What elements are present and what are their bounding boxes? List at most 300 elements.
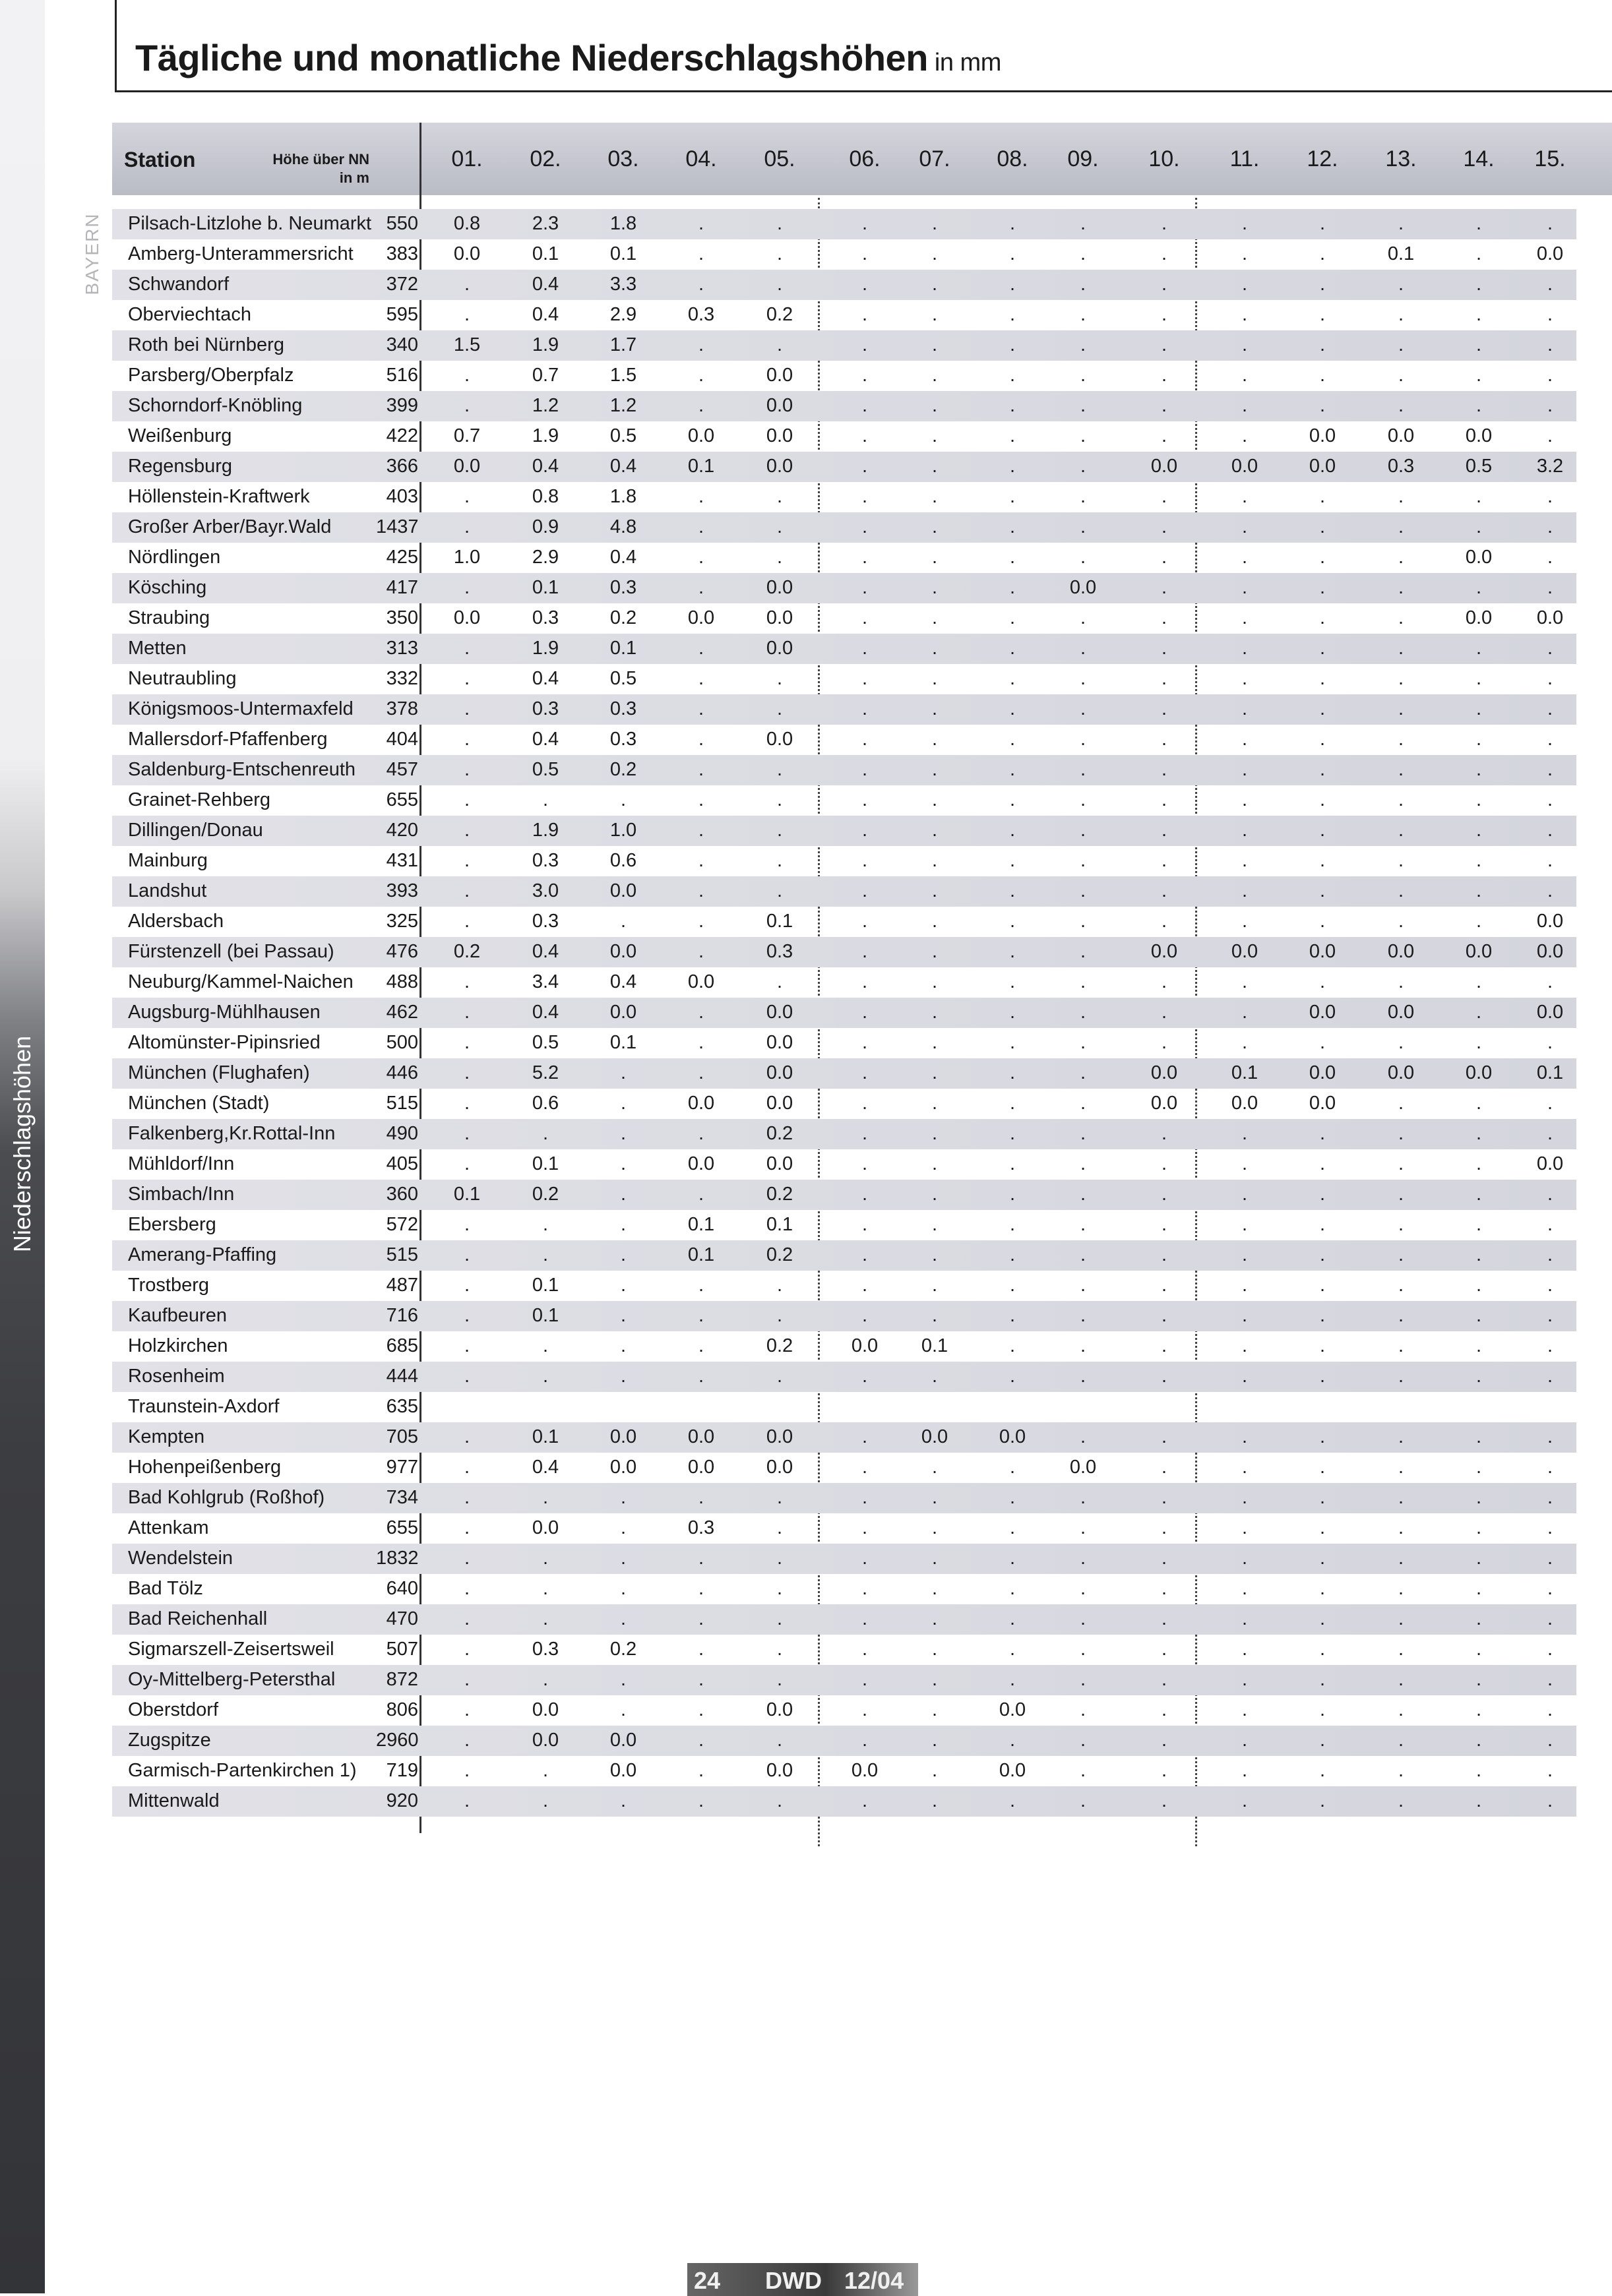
precip-value: . [1398,1366,1404,1387]
station-height: 457 [386,759,418,780]
precip-value: . [1161,789,1167,810]
precip-value: . [861,729,868,750]
precip-value: . [1009,1062,1016,1083]
station-height: 515 [386,1244,418,1265]
station-name: Mainburg [128,850,208,871]
precip-value: . [1475,820,1482,841]
precip-value: . [1161,1608,1167,1629]
station-height: 806 [386,1699,418,1720]
precip-value: 0.0 [687,1153,715,1174]
precip-value: . [698,698,704,719]
precip-value: . [1161,1244,1167,1265]
precip-value: . [861,820,868,841]
station-name: Hohenpeißenberg [128,1457,282,1478]
precip-value: . [1241,1244,1248,1265]
precip-value: . [542,1669,549,1690]
precip-value: . [1080,425,1086,446]
precip-value: . [1080,607,1086,628]
precip-value: 0.1 [921,1335,948,1356]
precip-value: . [620,1305,627,1326]
precip-value: . [1319,395,1326,416]
precip-value: 0.0 [999,1699,1026,1720]
precip-value: 0.1 [687,456,715,477]
station-height: 734 [386,1487,418,1508]
precip-value: . [1547,1093,1553,1114]
table-row [112,209,1576,239]
precip-value: . [861,274,868,295]
precip-value: . [861,334,868,355]
precip-value: . [1161,516,1167,537]
precip-value: . [620,789,627,810]
precip-value: . [698,516,704,537]
precip-value: . [1475,1669,1482,1690]
precip-value: . [1080,759,1086,780]
precip-value: . [931,698,938,719]
table-row [112,967,1576,998]
precip-value: 0.0 [1465,941,1493,962]
precip-value: . [1161,880,1167,901]
precip-value: . [861,1244,868,1265]
precip-value: . [620,1517,627,1538]
precip-value: . [1241,698,1248,719]
precip-value: . [1398,698,1404,719]
precip-value: . [542,1487,549,1508]
precip-value: . [931,1366,938,1387]
precip-value: . [464,1790,470,1811]
precip-value: . [1009,213,1016,234]
header-day: 12. [1307,146,1338,171]
precip-value: . [1319,971,1326,992]
precip-value: 0.3 [687,304,715,325]
station-name: Neutraubling [128,668,237,689]
precip-value: . [698,941,704,962]
precip-value: . [861,759,868,780]
precip-value: . [698,365,704,386]
precip-value: . [1547,1366,1553,1387]
precip-value: . [542,1366,549,1387]
precip-value: . [1009,1487,1016,1508]
table-row [112,816,1576,846]
precip-value: . [1161,1032,1167,1053]
precip-value: . [464,365,470,386]
station-name: Kempten [128,1426,205,1447]
precip-value: 0.0 [687,607,715,628]
precip-value: . [1547,1730,1553,1751]
precip-value: . [1547,1457,1553,1478]
precip-value: . [861,1093,868,1114]
precip-value: 0.5 [609,668,637,689]
precip-value: 0.0 [687,425,715,446]
precip-value: . [464,1457,470,1478]
station-name: Parsberg/Oberpfalz [128,365,294,386]
footer-issue: 12/04 [844,2267,904,2294]
precip-value: . [1547,1669,1553,1690]
precip-value: 0.2 [766,1184,793,1205]
precip-value: . [1009,1548,1016,1569]
precip-value: . [931,304,938,325]
table-row [112,1119,1576,1149]
precip-value: 0.1 [766,911,793,932]
header-day: 15. [1534,146,1566,171]
precip-value: . [1398,1426,1404,1447]
precip-value: 0.0 [687,971,715,992]
precip-value: . [542,1214,549,1235]
precip-value: 0.0 [1387,1062,1415,1083]
table-row [112,1301,1576,1331]
precip-value: . [1475,1548,1482,1569]
precip-value: . [464,668,470,689]
precip-value: . [1398,1275,1404,1296]
precip-value: . [1319,1426,1326,1447]
precip-value: . [1475,1366,1482,1387]
precip-value: . [1161,1305,1167,1326]
precip-value: . [931,911,938,932]
precip-value: 0.1 [532,1305,559,1326]
table-row [112,846,1576,876]
precip-value: 0.1 [609,638,637,659]
precip-value: . [1319,365,1326,386]
precip-value: 0.0 [687,1426,715,1447]
precip-value: . [931,577,938,598]
table-row [112,1331,1576,1362]
precip-value: . [1547,395,1553,416]
precip-value: 0.4 [532,1457,559,1478]
precip-value: . [1475,1275,1482,1296]
precip-value: . [1547,759,1553,780]
precip-value: . [698,1335,704,1356]
precip-value: . [1319,334,1326,355]
station-height: 403 [386,486,418,507]
precip-value: 0.6 [609,850,637,871]
precip-value: . [861,1153,868,1174]
precip-value: . [861,1214,868,1235]
precip-value: . [861,941,868,962]
precip-value: . [931,486,938,507]
precip-value: . [1241,547,1248,568]
precip-value: . [1241,425,1248,446]
precip-value: . [1241,1699,1248,1720]
precip-value: . [1161,729,1167,750]
precip-value: . [1547,1214,1553,1235]
precip-value: 0.4 [609,971,637,992]
precip-value: 0.1 [687,1244,715,1265]
precip-value: . [861,516,868,537]
precip-value: 0.0 [609,1730,637,1751]
precip-value: . [931,1002,938,1023]
station-name: Amerang-Pfaffing [128,1244,277,1265]
table-row [112,998,1576,1028]
precip-value: 0.0 [766,1093,793,1114]
station-name: Falkenberg,Kr.Rottal-Inn [128,1123,336,1144]
precip-value: . [1009,395,1016,416]
header-day: 09. [1067,146,1099,171]
precip-value: . [1319,1123,1326,1144]
precip-value: . [931,1578,938,1599]
precip-value: 0.0 [453,243,481,264]
precip-value: . [1475,1244,1482,1265]
station-height: 685 [386,1335,418,1356]
precip-value: . [861,971,868,992]
precip-value: . [861,577,868,598]
precip-value: . [1080,1123,1086,1144]
precip-value: . [464,1093,470,1114]
precip-value: . [1319,243,1326,264]
precip-value: . [1547,486,1553,507]
precip-value: . [1398,1639,1404,1660]
station-name: Grainet-Rehberg [128,789,270,810]
precip-value: . [1319,668,1326,689]
precip-value: . [1398,1760,1404,1781]
precip-value: 0.4 [532,941,559,962]
station-name: Königsmoos-Untermaxfeld [128,698,354,719]
precip-value: . [1161,1790,1167,1811]
precip-value: . [1547,1184,1553,1205]
header-day: 01. [451,146,483,171]
precip-value: . [1080,304,1086,325]
precip-value: . [1475,334,1482,355]
precip-value: . [1161,1366,1167,1387]
side-label: Niederschlagshöhen [9,1035,36,1253]
precip-value: . [861,1305,868,1326]
precip-value: . [1547,547,1553,568]
precip-value: . [776,971,783,992]
precip-value: . [1241,1002,1248,1023]
precip-value: . [620,1669,627,1690]
station-name: Ebersberg [128,1214,216,1235]
table-row [112,1210,1576,1240]
station-height: 470 [386,1608,418,1629]
precip-value: . [776,1669,783,1690]
precip-value: . [1475,1578,1482,1599]
precip-value: . [931,1639,938,1660]
precip-value: . [1475,1153,1482,1174]
precip-value: . [464,698,470,719]
precip-value: 0.0 [1536,941,1564,962]
precip-value: . [931,1032,938,1053]
precip-value: . [931,274,938,295]
station-name: Höllenstein-Kraftwerk [128,486,310,507]
precip-value: . [1319,638,1326,659]
precip-value: . [698,668,704,689]
precip-value: 0.0 [1150,1093,1178,1114]
precip-value: . [464,1578,470,1599]
precip-value: . [861,850,868,871]
precip-value: . [1161,486,1167,507]
precip-value: 0.0 [999,1426,1026,1447]
precip-value: 1.9 [532,334,559,355]
precip-value: . [931,1214,938,1235]
precip-value: . [1009,1214,1016,1235]
precip-value: 0.3 [1387,456,1415,477]
precip-value: . [698,729,704,750]
table-row [112,725,1576,755]
precip-value: . [698,820,704,841]
precip-value: 1.2 [609,395,637,416]
precip-value: . [698,1487,704,1508]
precip-value: . [1241,274,1248,295]
precip-value: . [1009,1366,1016,1387]
precip-value: . [698,1699,704,1720]
table-row [112,1726,1576,1756]
precip-value: . [542,1548,549,1569]
precip-value: . [1475,577,1482,598]
precip-value: 0.5 [532,1032,559,1053]
precip-value: . [1475,1457,1482,1478]
station-height: 325 [386,911,418,932]
precip-value: . [1398,789,1404,810]
precip-value: . [698,486,704,507]
precip-value: 0.3 [609,577,637,598]
precip-value: . [1398,638,1404,659]
precip-value: . [1475,1730,1482,1751]
precip-value: . [1161,1548,1167,1569]
precip-value: . [464,1669,470,1690]
precip-value: . [931,1184,938,1205]
station-height: 446 [386,1062,418,1083]
precip-value: . [1475,1517,1482,1538]
station-height: 635 [386,1396,418,1417]
precip-value: 0.4 [532,304,559,325]
table-row [112,1513,1576,1544]
table-row [112,1544,1576,1574]
precip-value: 1.0 [453,547,481,568]
precip-value: 0.0 [1465,607,1493,628]
precip-value: . [861,607,868,628]
precip-value: . [1080,486,1086,507]
precip-value: . [1161,1275,1167,1296]
precip-value: . [1398,729,1404,750]
precip-value: 1.8 [609,486,637,507]
station-height: 719 [386,1760,418,1781]
precip-value: . [776,1275,783,1296]
precip-value: . [1009,274,1016,295]
precip-value: . [1161,698,1167,719]
precip-value: . [464,1487,470,1508]
precip-value: . [698,1032,704,1053]
table-row [112,482,1576,512]
precip-value: . [698,395,704,416]
precip-value: 0.2 [609,607,637,628]
precip-value: . [1161,304,1167,325]
precip-value: . [1547,1487,1553,1508]
precip-value: 0.5 [1465,456,1493,477]
station-height: 417 [386,577,418,598]
station-height: 444 [386,1366,418,1387]
precip-value: . [861,213,868,234]
precip-value: . [1398,516,1404,537]
precip-value: . [1080,1214,1086,1235]
precip-value: 0.6 [532,1093,559,1114]
precip-value: 0.2 [532,1184,559,1205]
precip-value: . [1319,607,1326,628]
table-row [112,1028,1576,1058]
precip-value: . [1547,1699,1553,1720]
station-name: Oy-Mittelberg-Petersthal [128,1669,336,1690]
station-height: 655 [386,789,418,810]
precip-value: . [1080,1760,1086,1781]
precip-value: . [1009,759,1016,780]
precip-value: . [1319,698,1326,719]
precip-value: 5.2 [532,1062,559,1083]
station-name: Augsburg-Mühlhausen [128,1002,321,1023]
station-name: Simbach/Inn [128,1184,235,1205]
precip-value: . [542,1760,549,1781]
precip-value: 0.1 [609,243,637,264]
precip-value: 0.1 [609,1032,637,1053]
precip-value: . [698,911,704,932]
precip-value: 0.0 [1231,1093,1258,1114]
precip-value: . [464,820,470,841]
precip-value: . [1547,1032,1553,1053]
station-height: 340 [386,334,418,355]
precip-value: 0.0 [1069,1457,1097,1478]
precip-value: 3.4 [532,971,559,992]
precip-value: 0.0 [1536,911,1564,932]
precip-value: . [1475,1699,1482,1720]
precip-value: 0.0 [766,729,793,750]
precip-value: 0.1 [532,1153,559,1174]
precip-value: . [861,365,868,386]
precip-value: . [1475,638,1482,659]
precip-value: . [1009,911,1016,932]
precip-value: . [1319,1184,1326,1205]
table-row [112,1362,1576,1392]
precip-value: . [464,274,470,295]
precip-value: 0.4 [532,274,559,295]
precip-value: . [861,1366,868,1387]
station-name: Aldersbach [128,911,224,932]
station-height: 872 [386,1669,418,1690]
precip-value: 0.3 [609,729,637,750]
precip-value: . [861,1790,868,1811]
precip-value: 3.0 [532,880,559,901]
precip-value: . [698,213,704,234]
precip-value: . [1475,729,1482,750]
station-height: 383 [386,243,418,264]
station-height: 500 [386,1032,418,1053]
station-name: Mallersdorf-Pfaffenberg [128,729,328,750]
table-row [112,361,1576,391]
precip-value: . [1319,304,1326,325]
precip-value: . [1009,1608,1016,1629]
station-name: Altomünster-Pipinsried [128,1032,321,1053]
precip-value: . [1161,820,1167,841]
table-row [112,603,1576,634]
precip-value: . [1241,1760,1248,1781]
precip-value: 0.1 [1231,1062,1258,1083]
precip-value: . [620,1366,627,1387]
precip-value: . [1319,1608,1326,1629]
station-name: Saldenburg-Entschenreuth [128,759,356,780]
header-height-line2: in m [339,169,369,186]
precip-value: . [931,1730,938,1751]
precip-value: . [776,1517,783,1538]
precip-value: . [861,486,868,507]
precip-value: 0.0 [766,607,793,628]
precip-value: . [1319,1487,1326,1508]
precip-value: . [464,1275,470,1296]
precip-value: . [1009,547,1016,568]
precip-value: . [1319,486,1326,507]
station-name: Mühldorf/Inn [128,1153,235,1174]
precip-value: 0.5 [609,425,637,446]
precip-value: . [464,486,470,507]
precip-value: . [1547,880,1553,901]
precip-value: 0.0 [1069,577,1097,598]
precip-value: . [1161,1487,1167,1508]
precip-value: . [698,1760,704,1781]
table-row [112,694,1576,725]
